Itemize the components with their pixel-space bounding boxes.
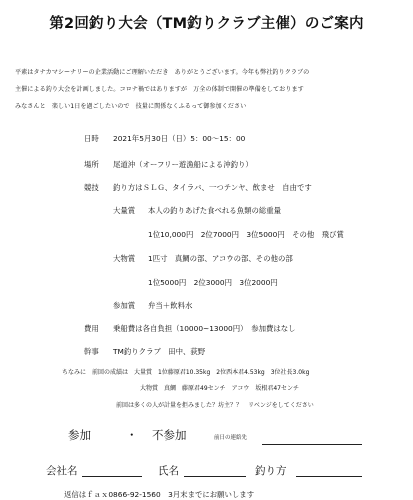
attend-option[interactable]: 参加 xyxy=(68,428,91,442)
prev-contact-label: 前日の連絡先 xyxy=(214,435,248,441)
previous-results-line-3: 前回は多くの人が計量を拒みました？坊主？？ リベンジをしてください xyxy=(116,402,314,409)
intro-line-2: 主催による釣り大会を計画しました。コロナ禍ではありますが 万全の体制で開催の準備をしております xyxy=(15,86,304,93)
big-prize-awards: 1位5000円 2位3000円 3位2000円 xyxy=(148,278,278,287)
option-separator: ・ xyxy=(126,428,138,442)
grand-prize-desc: 本人の釣りあげた食べれる魚類の総重量 xyxy=(148,206,282,215)
company-field[interactable] xyxy=(82,476,142,477)
organizer-value: TM釣りクラブ 田中、荻野 xyxy=(113,347,206,356)
fishing-method-field[interactable] xyxy=(296,476,362,477)
big-prize-desc: 1匹寸 真鯛の部、アコウの部、その他の部 xyxy=(148,254,293,263)
intro-line-1: 平素はタナカマシーナリーの企業活動にご理解いただき ありがとうございます。今年も弊社釣りクラブの xyxy=(15,69,310,76)
fee-value: 乗船費は各自負担（10000~13000円） 参加費はなし xyxy=(113,324,296,333)
fishing-method-label: 釣り方 xyxy=(255,465,287,477)
previous-results-line-2: 大物賞 真鯛 藤原君49センチ アコウ 坂根君47センチ xyxy=(140,385,299,392)
participation-prize-value: 弁当＋飲料水 xyxy=(148,301,193,310)
date-label: 日時 xyxy=(84,134,99,143)
organizer-label: 幹事 xyxy=(84,347,99,356)
participation-prize-label: 参加賞 xyxy=(113,301,136,310)
date-value: 2021年5月30日（日）5：00～15：00 xyxy=(113,134,246,143)
method-value: 釣り方はＳＬＧ、タイラバ、一つテンヤ、飲ませ 自由です xyxy=(113,183,312,192)
previous-results-line-1: ちなみに 前回の成績は 大量賞 1位藤原君10.35kg 2位西本君4.53kg 3位社長3.0kg xyxy=(62,369,310,376)
big-prize-label: 大物賞 xyxy=(113,254,136,263)
page-title: 第2回釣り大会（TM釣りクラブ主催）のご案内 xyxy=(49,16,364,32)
name-field[interactable] xyxy=(184,476,246,477)
reply-footer: 返信はｆａｘ0866-92-1560 3月末までにお願いします xyxy=(64,490,255,499)
intro-line-3: みなさんと 楽しい1日を過ごしたいので 技量に関係なくふるって御参加ください xyxy=(15,103,247,110)
absent-option[interactable]: 不参加 xyxy=(152,428,187,442)
company-label: 会社名 xyxy=(46,465,78,477)
place-label: 場所 xyxy=(84,160,99,169)
grand-prize-label: 大量賞 xyxy=(113,206,136,215)
place-value: 尾道沖（オーフリー遊漁船による沖釣り） xyxy=(113,160,253,169)
name-label: 氏名 xyxy=(158,465,179,477)
grand-prize-awards: 1位10,000円 2位7000円 3位5000円 その他 飛び賞 xyxy=(148,230,344,239)
fee-label: 費用 xyxy=(84,324,99,333)
contest-label: 競技 xyxy=(84,183,99,192)
prev-contact-field[interactable] xyxy=(262,444,362,445)
